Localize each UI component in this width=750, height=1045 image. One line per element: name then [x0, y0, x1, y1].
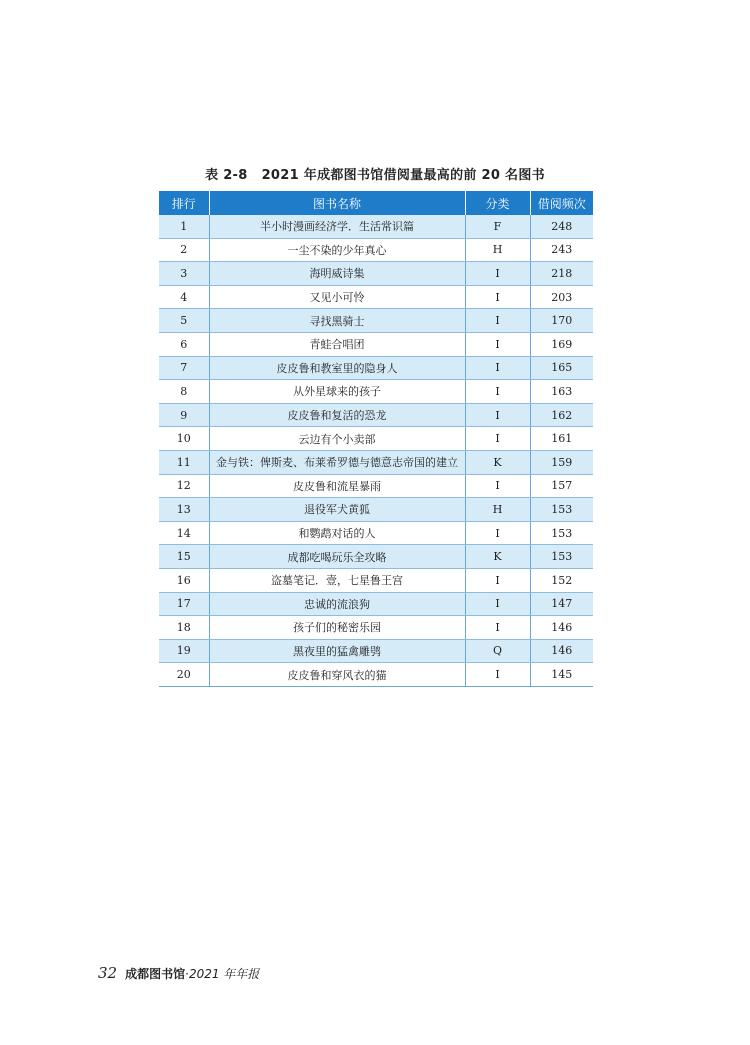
title-cell: 金与铁：俾斯麦、布莱希罗德与德意志帝国的建立	[209, 450, 465, 474]
table-row	[159, 639, 593, 663]
cat-cell: K	[465, 545, 530, 569]
table-body	[159, 215, 593, 686]
title-cell: 一尘不染的少年真心	[209, 238, 465, 262]
count-cell: 243	[530, 238, 593, 262]
header-count: 借阅频次	[530, 191, 593, 215]
count-cell: 248	[530, 215, 593, 238]
count-cell: 169	[530, 332, 593, 356]
cat-cell: I	[465, 403, 530, 427]
footer-separator: ·	[185, 967, 189, 981]
table-row	[159, 285, 593, 309]
count-cell: 218	[530, 262, 593, 286]
title-cell: 海明威诗集	[209, 262, 465, 286]
count-cell: 163	[530, 380, 593, 404]
report-name: 2021 年年报	[188, 967, 260, 981]
count-cell: 147	[530, 592, 593, 616]
cat-cell: I	[465, 616, 530, 640]
rank-cell: 18	[159, 616, 209, 640]
count-cell: 153	[530, 521, 593, 545]
table-row	[159, 592, 593, 616]
count-cell: 170	[530, 309, 593, 333]
table-row	[159, 568, 593, 592]
rank-cell: 14	[159, 521, 209, 545]
table-row	[159, 474, 593, 498]
table-row	[159, 309, 593, 333]
title-cell: 从外星球来的孩子	[209, 380, 465, 404]
title-cell: 又见小可怜	[209, 285, 465, 309]
table-row	[159, 403, 593, 427]
cat-cell: H	[465, 498, 530, 522]
table-row	[159, 262, 593, 286]
table-row	[159, 215, 593, 238]
table-row	[159, 521, 593, 545]
title-cell: 盗墓笔记．壹，七星鲁王宫	[209, 568, 465, 592]
cat-cell: I	[465, 356, 530, 380]
table-row	[159, 498, 593, 522]
table-row	[159, 427, 593, 451]
cat-cell: H	[465, 238, 530, 262]
title-cell: 孩子们的秘密乐园	[209, 616, 465, 640]
top-books-table	[159, 191, 593, 687]
title-cell: 退役军犬黄狐	[209, 498, 465, 522]
table-header-row	[159, 191, 593, 215]
cat-cell: I	[465, 380, 530, 404]
count-cell: 146	[530, 616, 593, 640]
cat-cell: F	[465, 215, 530, 238]
title-cell: 云边有个小卖部	[209, 427, 465, 451]
rank-cell: 17	[159, 592, 209, 616]
title-cell: 和鹦鹉对话的人	[209, 521, 465, 545]
rank-cell: 10	[159, 427, 209, 451]
table-row	[159, 663, 593, 687]
count-cell: 153	[530, 545, 593, 569]
rank-cell: 7	[159, 356, 209, 380]
cat-cell: I	[465, 427, 530, 451]
rank-cell: 2	[159, 238, 209, 262]
count-cell: 161	[530, 427, 593, 451]
count-cell: 145	[530, 663, 593, 687]
count-cell: 162	[530, 403, 593, 427]
publisher-name: 成都图书馆	[125, 967, 186, 981]
page-number: 32	[98, 964, 118, 982]
count-cell: 146	[530, 639, 593, 663]
count-cell: 165	[530, 356, 593, 380]
rank-cell: 11	[159, 450, 209, 474]
table-row	[159, 380, 593, 404]
title-cell: 寻找黑骑士	[209, 309, 465, 333]
cat-cell: I	[465, 332, 530, 356]
table-row	[159, 238, 593, 262]
title-cell: 皮皮鲁和穿风衣的猫	[209, 663, 465, 687]
rank-cell: 8	[159, 380, 209, 404]
cat-cell: I	[465, 592, 530, 616]
cat-cell: I	[465, 262, 530, 286]
rank-cell: 16	[159, 568, 209, 592]
rank-cell: 6	[159, 332, 209, 356]
cat-cell: I	[465, 521, 530, 545]
title-cell: 半小时漫画经济学．生活常识篇	[209, 215, 465, 238]
rank-cell: 3	[159, 262, 209, 286]
cat-cell: I	[465, 285, 530, 309]
rank-cell: 13	[159, 498, 209, 522]
table-title: 2021 年成都图书馆借阅量最高的前 20 名图书	[261, 168, 545, 183]
count-cell: 159	[530, 450, 593, 474]
rank-cell: 12	[159, 474, 209, 498]
title-cell: 黑夜里的猛禽雕鸮	[209, 639, 465, 663]
rank-cell: 1	[159, 215, 209, 238]
count-cell: 152	[530, 568, 593, 592]
title-cell: 青蛙合唱团	[209, 332, 465, 356]
page-footer	[98, 964, 259, 982]
cat-cell: Q	[465, 639, 530, 663]
rank-cell: 20	[159, 663, 209, 687]
table-row	[159, 356, 593, 380]
table-row	[159, 616, 593, 640]
cat-cell: K	[465, 450, 530, 474]
count-cell: 157	[530, 474, 593, 498]
table-row	[159, 332, 593, 356]
count-cell: 203	[530, 285, 593, 309]
cat-cell: I	[465, 309, 530, 333]
rank-cell: 19	[159, 639, 209, 663]
header-title: 图书名称	[209, 191, 465, 215]
table-row	[159, 545, 593, 569]
rank-cell: 9	[159, 403, 209, 427]
title-cell: 皮皮鲁和教室里的隐身人	[209, 356, 465, 380]
title-cell: 忠诚的流浪狗	[209, 592, 465, 616]
title-cell: 皮皮鲁和流星暴雨	[209, 474, 465, 498]
title-cell: 皮皮鲁和复活的恐龙	[209, 403, 465, 427]
cat-cell: I	[465, 474, 530, 498]
cat-cell: I	[465, 568, 530, 592]
cat-cell: I	[465, 663, 530, 687]
count-cell: 153	[530, 498, 593, 522]
rank-cell: 4	[159, 285, 209, 309]
header-rank: 排行	[159, 191, 209, 215]
table-number: 表 2-8	[205, 168, 248, 183]
rank-cell: 5	[159, 309, 209, 333]
header-category: 分类	[465, 191, 530, 215]
table-caption	[0, 164, 750, 183]
rank-cell: 15	[159, 545, 209, 569]
table-row	[159, 450, 593, 474]
title-cell: 成都吃喝玩乐全攻略	[209, 545, 465, 569]
